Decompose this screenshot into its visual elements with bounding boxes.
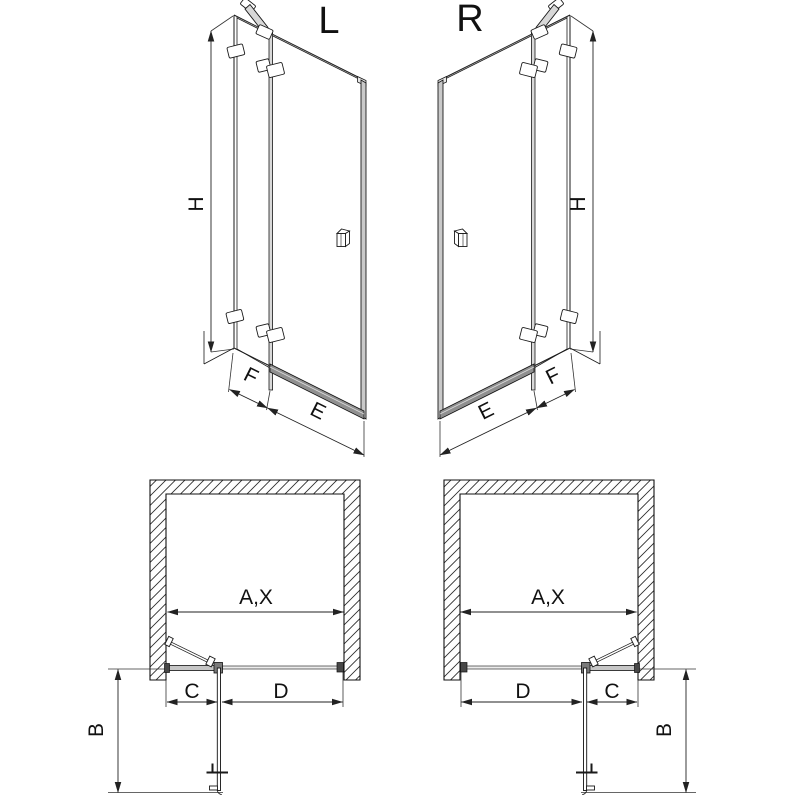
right-elevation-view	[438, 0, 600, 457]
label-fixed-width-right: F	[542, 363, 564, 390]
label-door-width-right: E	[474, 397, 498, 425]
label-fixed-segment-left: C	[184, 680, 200, 703]
label-fixed-segment-right: C	[604, 680, 620, 703]
label-open-depth-right: B	[653, 722, 676, 738]
variant-label-left: L	[318, 0, 340, 42]
label-height-left: H	[185, 196, 208, 212]
label-door-segment-left: D	[273, 680, 289, 703]
label-open-depth-left: B	[85, 722, 108, 738]
right-plan-view	[461, 612, 697, 795]
label-height-right: H	[567, 196, 590, 212]
variant-label-right: R	[456, 0, 484, 40]
label-niche-width-right: A,X	[531, 586, 565, 609]
label-door-width-left: E	[306, 397, 330, 425]
left-elevation-view	[204, 0, 366, 457]
left-plan-view	[108, 612, 344, 795]
label-niche-width-left: A,X	[239, 586, 273, 609]
label-door-segment-right: D	[515, 680, 531, 703]
label-fixed-width-left: F	[240, 363, 262, 390]
